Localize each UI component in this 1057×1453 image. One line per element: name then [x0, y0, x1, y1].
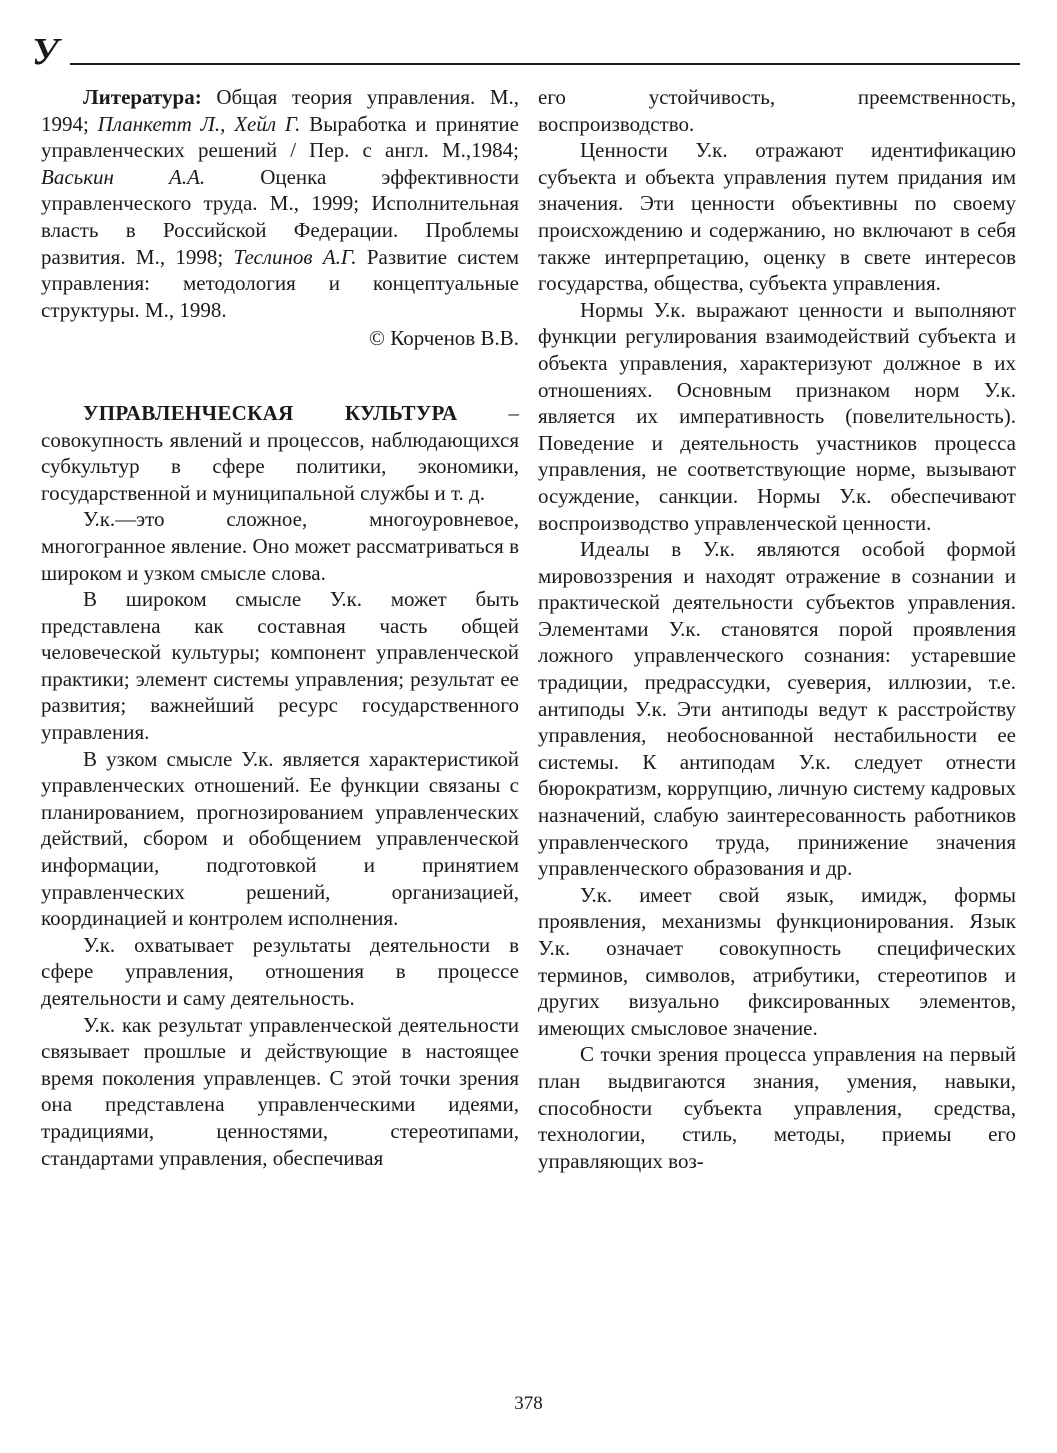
running-header: [32, 30, 1020, 74]
page-number: 378: [514, 1393, 543, 1414]
literature-paragraph: [41, 84, 519, 323]
right-paragraph: Ценности У.к. отражают идентификацию субъекта и объекта управления путем придания им значения. Эти ценности объективны по своему происхождению и содержанию, но включают в себя также интерпретацию, оценку в свете интересов государства, общества, субъекта управления.: [538, 138, 1016, 296]
literature-author-3: Теслинов А.Г.: [233, 244, 357, 269]
literature-author-2: Васькин А.А.: [41, 164, 206, 189]
literature-author-1: Планкетт Л., Хейл Г.: [97, 111, 301, 136]
entry-definition-text: – совокупность явлений и процессов, наблюдающихся субкультур в сфере политики, экономики, государственной и муниципальной службы и т. д.: [41, 400, 520, 505]
literature-label: Литература:: [83, 85, 202, 109]
copyright-author: © Корченов В.В.: [369, 326, 519, 351]
right-paragraph: Нормы У.к. выражают ценности и выполняют функции регулирования взаимодействий субъекта и объекта управления, характеризуют должное в их отношениях. Основным признаком норм У.к. является их императивность (повелительность). Поведение и деятельность участников процесса управления, не соответствующие норме, вызывают осуждение, санкции. Нормы У.к. обеспечивают воспроизводство управленческой ценности.: [538, 297, 1016, 535]
header-letter: У: [32, 31, 59, 73]
right-paragraph: У.к. имеет свой язык, имидж, формы проявления, механизмы функционирования. Язык У.к. означает совокупность специфических терминов, символов, атрибутики, стереотипов и других визуально фиксированных элементов, имеющих смысловое значение.: [538, 882, 1016, 1040]
right-paragraph: Идеалы в У.к. являются особой формой мировоззрения и находят отражение в сознании и практической деятельности субъектов управления. Элементами У.к. становятся порой проявления ложного управленческого сознания: устаревшие традиции, предрассудки, суеверия, иллюзии, т.е. антиподы У.к. Эти антиподы ведут к расстройству управления, необоснованной нестабильности ее системы. К антиподам У.к. следует отнести бюрократизм, коррупцию, личную систему кадровых назначений, слабую заинтересованность работников управленческого труда, принижение значения управленческого образования и др.: [538, 537, 1016, 881]
left-paragraph: В узком смысле У.к. является характеристикой управленческих отношений. Ее функции связаны с планированием, прогнозированием управленческих действий, сбором и обобщением управленческой информации, подготовкой и принятием управленческих решений, организацией, координацией и контролем исполнения.: [41, 746, 519, 931]
left-column: [41, 84, 519, 1171]
left-paragraph: У.к. охватывает результаты деятельности в сфере управления, отношения в процессе деятельности и саму деятельность.: [41, 932, 519, 1010]
right-paragraph: С точки зрения процесса управления на первый план выдвигаются знания, умения, навыки, способности субъекта управления, средства, технологии, стиль, методы, приемы его управляющих воз-: [538, 1042, 1016, 1173]
literature-text-1: Общая теория управления. М., 1994;: [41, 85, 519, 136]
right-column: [538, 84, 1016, 1174]
entry-term: УПРАВЛЕНЧЕСКАЯ КУЛЬТУРА: [83, 400, 458, 425]
entry-definition: [41, 400, 519, 506]
literature-text-4: Развитие систем управления: методология и концептуальные структуры. М., 1998.: [41, 244, 519, 322]
right-paragraph: его устойчивость, преемственность, воспроизводство.: [538, 85, 1016, 136]
literature-text-3: Оценка эффективности управленческого труда. М., 1999; Исполнительная власть в Российской Федерации. Проблемы развития. М., 1998;: [41, 164, 519, 269]
left-paragraph: У.к.—это сложное, многоуровневое, многогранное явление. Оно может рассматриваться в широком и узком смысле слова.: [41, 507, 519, 585]
left-paragraph: У.к. как результат управленческой деятельности связывает прошлые и действующие в настоящее время поколения управленцев. С этой точки зрения она представлена управленческими идеями, традициями, ценностями, стереотипами, стандартами управления, обеспечивая: [41, 1012, 519, 1170]
left-paragraph: В широком смысле У.к. может быть представлена как составная часть общей человеческой культуры; компонент управленческой практики; элемент системы управления; результат ее развития; важнейший ресурс государственного управления.: [41, 587, 519, 745]
literature-text-2: Выработка и принятие управленческих решений / Пер. с англ. М.,1984;: [41, 111, 519, 163]
header-rule: [70, 63, 1020, 65]
